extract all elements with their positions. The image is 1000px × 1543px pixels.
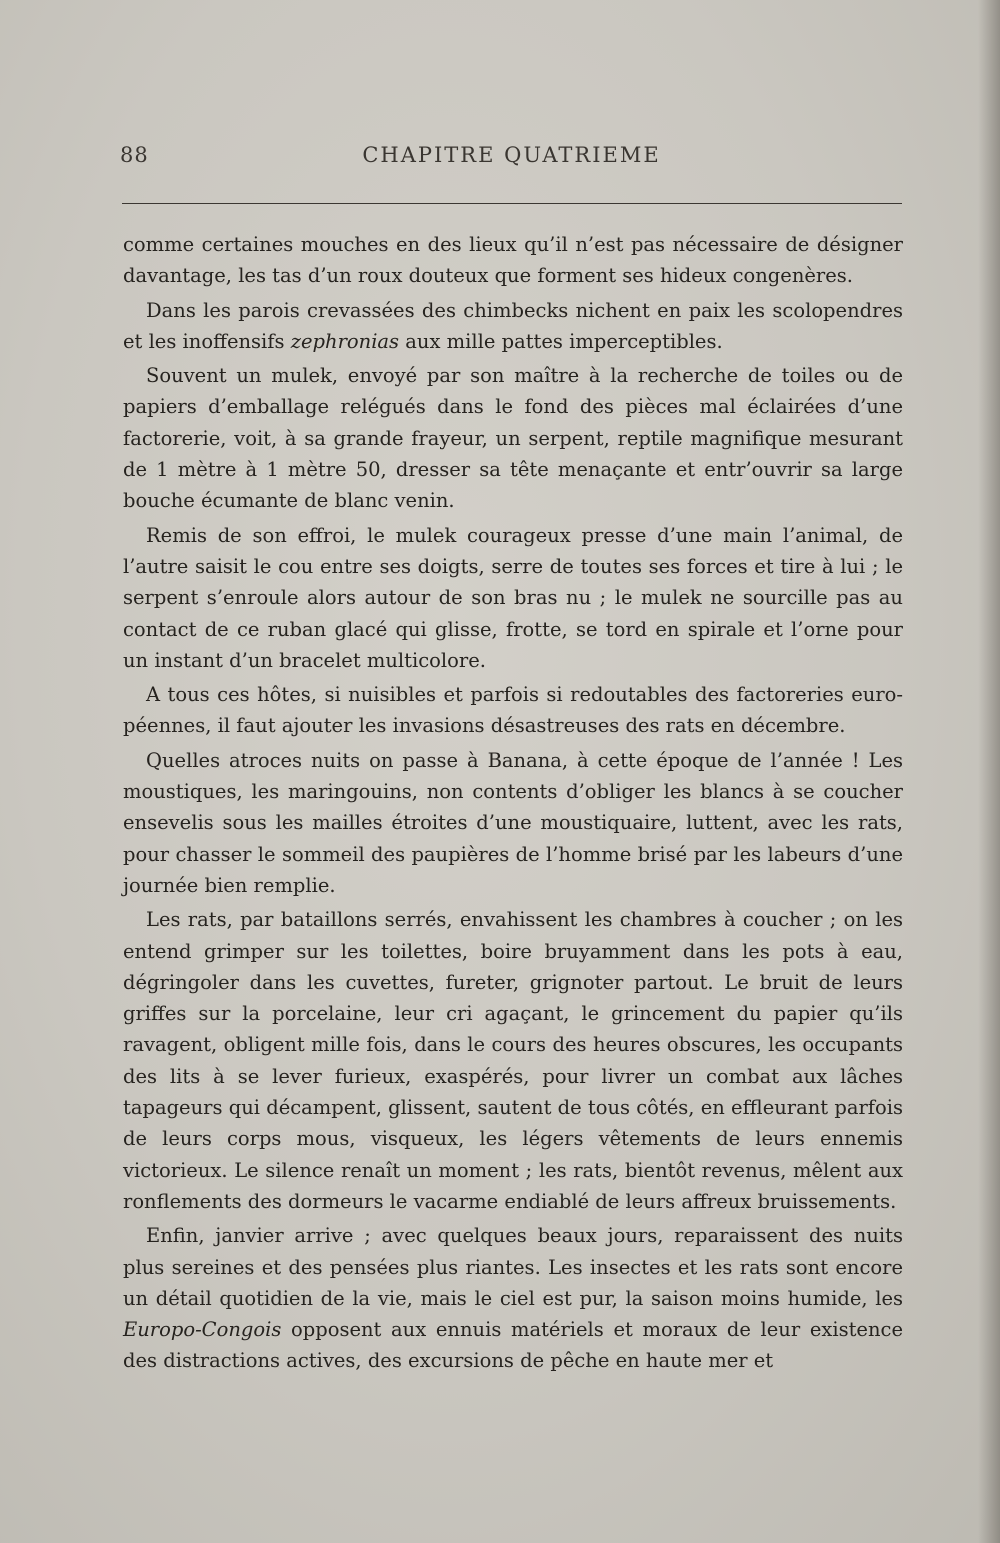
page-number: 88 — [120, 143, 149, 167]
page-header — [120, 143, 903, 173]
paragraph-8 — [123, 1220, 903, 1376]
paragraph-5: A tous ces hôtes, si nuisibles et parfois si redoutables des factoreries européennes, il faut ajouter les invasions désastreuses des rats en décembre. — [123, 683, 903, 738]
paragraph-7: Les rats, par bataillons serrés, envahissent les chambres à coucher ; on les entend grimper sur les toilettes, boire bruyamment dans les pots à eau, dégringoler dans les cuvettes, fureter, grignoter partout. Le bruit de leurs griffes sur la porcelaine, leur cri agaçant, le grincement du papier qu’ils ravagent, obligent mille fois, dans le cours des heures obscures, les occupants des lits à se lever furieux, exaspérés, pour livrer un combat aux lâches tapageurs qui décampent, glissent, sautent de tous côtés, en effleurant parfois de leurs corps mous, visqueux, les légers vêtements de leurs ennemis victorieux. Le silence renaît un moment ; les rats, bientôt revenus, mêlent aux ronflements des dormeurs le vacarme endiablé de leurs affreux bruissements. — [123, 908, 903, 1213]
body-text — [123, 229, 903, 1380]
paragraph-1: comme certaines mouches en des lieux qu’il n’est pas nécessaire de désigner davantage, les tas d’un roux douteux que forment ses hideux congenères. — [123, 233, 903, 288]
paragraph-2-italic: zephronias — [290, 329, 400, 353]
paragraph-3: Souvent un mulek, envoyé par son maître à la recherche de toiles ou de papiers d’emballage relégués dans le fond des pièces mal éclairées d’une factorerie, voit, à sa grande frayeur, un serpent, reptile magnifique mesurant de 1 mètre à 1 mètre 50, dresser sa tête menaçante et entr’ouvrir sa large bouche écumante de blanc venin. — [123, 364, 903, 513]
paragraph-2-text-a: Dans les parois crevassées des chimbecks nichent en paix les scolopendres et les inoffensifs — [123, 298, 903, 353]
paragraph-4: Remis de son effroi, le mulek courageux presse d’une main l’animal, de l’autre saisit le cou entre ses doigts, serre de toutes ses forces et tire à lui ; le serpent s’enroule alors autour de son bras nu ; le mulek ne sourcille pas au contact de ce ruban glacé qui glisse, frotte, se tord en spirale et l’orne pour un instant d’un bracelet multicolore. — [123, 523, 903, 672]
page-edge-shadow — [978, 0, 1000, 1543]
paragraph-8-italic: Europo-Congois — [123, 1318, 282, 1342]
paragraph-2-text-b: aux mille pattes imperceptibles. — [399, 329, 723, 353]
paragraph-6: Quelles atroces nuits on passe à Banana, à cette époque de l’année ! Les moustiques, les maringouins, non contents d’obliger les blancs à se coucher ensevelis sous les mailles étroites d’une moustiquaire, luttent, avec les rats, pour chasser le sommeil des paupières de l’homme brisé par les labeurs d’une journée bien remplie. — [123, 748, 903, 897]
paragraph-2 — [123, 295, 903, 358]
paragraph-8-text-b: opposent aux ennuis matériels et moraux de leur existence des distractions actives, des excursions de pêche en haute mer et — [123, 1318, 903, 1373]
running-title: CHAPITRE QUATRIEME — [362, 143, 661, 167]
paragraph-8-text-a: Enfin, janvier arrive ; avec quelques beaux jours, reparaissent des nuits plus sereines et des pensées plus riantes. Les insectes et les rats sont encore un détail quotidien de la vie, mais le ciel est pur, la saison moins humide, les — [123, 1224, 903, 1310]
header-rule — [122, 203, 902, 204]
